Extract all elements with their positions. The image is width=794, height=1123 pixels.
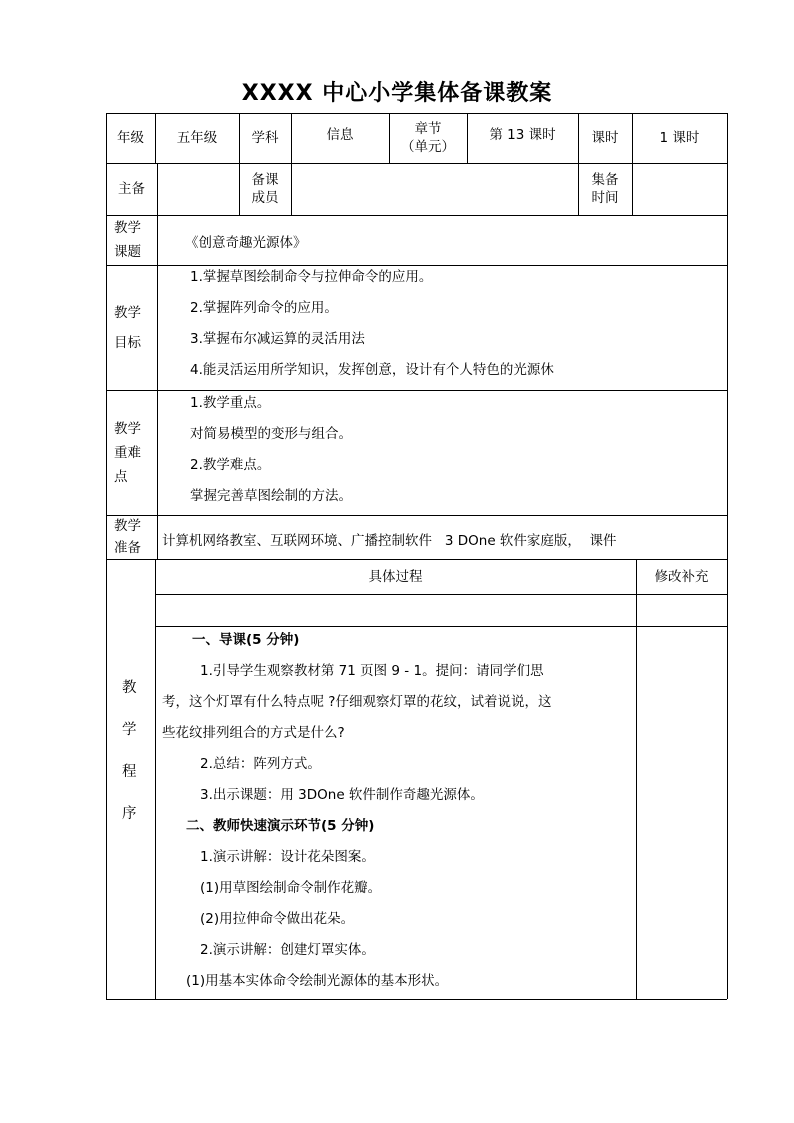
procedure-line: 2.演示讲解：创建灯罩实体。 [200, 942, 375, 958]
key-points-label-line2: 重难 [114, 444, 141, 461]
grade-value: 五年级 [176, 130, 218, 146]
key-point-item: 1.教学重点。 [190, 395, 271, 411]
topic-value: 《创意奇趣光源体》 [185, 235, 307, 251]
lead-label: 主备 [118, 181, 145, 197]
chapter-value: 第 13 课时 [489, 127, 556, 143]
procedure-label-char: 序 [122, 806, 137, 822]
preparation-label-line2: 准备 [114, 540, 141, 556]
procedure-line: 1.引导学生观察教材第 71 页图 9 - 1。提问：请同学们思 [200, 663, 544, 679]
topic-label-line2: 课题 [114, 244, 141, 260]
goal-item: 1.掌握草图绘制命令与拉伸命令的应用。 [190, 269, 433, 285]
goal-item: 4.能灵活运用所学知识，发挥创意，设计有个人特色的光源休 [190, 362, 554, 378]
period-label: 课时 [591, 130, 619, 146]
preparation-label-line1: 教学 [114, 518, 141, 534]
time-value [632, 163, 727, 215]
members-value [291, 163, 578, 215]
section-heading: 一、导课(5 分钟) [192, 632, 300, 648]
lead-value [157, 163, 239, 215]
process-column-header: 具体过程 [368, 568, 423, 585]
key-points-label-line3: 点 [114, 468, 128, 485]
procedure-line: (1)用草图绘制命令制作花瓣。 [200, 880, 382, 896]
goals-label-line2: 目标 [114, 334, 141, 351]
topic-label-line1: 教学 [114, 220, 141, 236]
procedure-line: 1.演示讲解：设计花朵图案。 [200, 849, 375, 865]
time-label-line1: 集备 [591, 172, 619, 188]
page-title: XXXX 中心小学集体备课教案 [241, 81, 553, 106]
subject-label: 学科 [251, 130, 279, 146]
chapter-label-line2: （单元） [401, 139, 455, 155]
members-label-line1: 备课 [251, 172, 279, 188]
subject-value: 信息 [326, 127, 354, 143]
key-point-item: 2.教学难点。 [190, 457, 271, 473]
key-points-label-line1: 教学 [114, 420, 141, 437]
topic-label [106, 215, 157, 265]
preparation-value: 计算机网络教室、互联网环境、广播控制软件 3 DOne 软件家庭版， 课件 [162, 533, 617, 549]
goals-label [106, 265, 157, 390]
goal-item: 2.掌握阵列命令的应用。 [190, 300, 338, 316]
revise-column-header: 修改补充 [654, 568, 709, 585]
preparation-label [106, 515, 157, 559]
goal-item: 3.掌握布尔减运算的灵活用法 [190, 331, 365, 347]
procedure-line: 考，这个灯罩有什么特点呢 ?仔细观察灯罩的花纹，试着说说，这 [162, 694, 552, 710]
period-value: 1 课时 [659, 130, 700, 146]
procedure-line: (2)用拉伸命令做出花朵。 [200, 911, 355, 927]
key-point-item: 对简易模型的变形与组合。 [190, 426, 352, 442]
grade-label: 年级 [117, 130, 144, 146]
procedure-line: (1)用基本实体命令绘制光源体的基本形状。 [186, 973, 449, 989]
procedure-line: 3.出示课题：用 3DOne 软件制作奇趣光源体。 [200, 787, 484, 803]
time-label [578, 163, 632, 215]
procedure-line: 2.总结：阵列方式。 [200, 756, 321, 772]
chapter-label [389, 113, 467, 163]
time-label-line2: 时间 [591, 190, 619, 206]
section-heading: 二、教师快速演示环节(5 分钟) [186, 818, 375, 834]
procedure-label-char: 程 [122, 764, 137, 780]
key-point-item: 掌握完善草图绘制的方法。 [190, 488, 352, 504]
key-points-label [106, 390, 157, 515]
members-label-line2: 成员 [251, 190, 279, 206]
goals-label-line1: 教学 [114, 304, 141, 321]
procedure-line: 些花纹排列组合的方式是什么? [162, 725, 345, 741]
chapter-label-line1: 章节 [414, 121, 442, 137]
procedure-label-char: 教 [122, 680, 137, 696]
procedure-label-char: 学 [122, 722, 137, 738]
members-label [239, 163, 291, 215]
